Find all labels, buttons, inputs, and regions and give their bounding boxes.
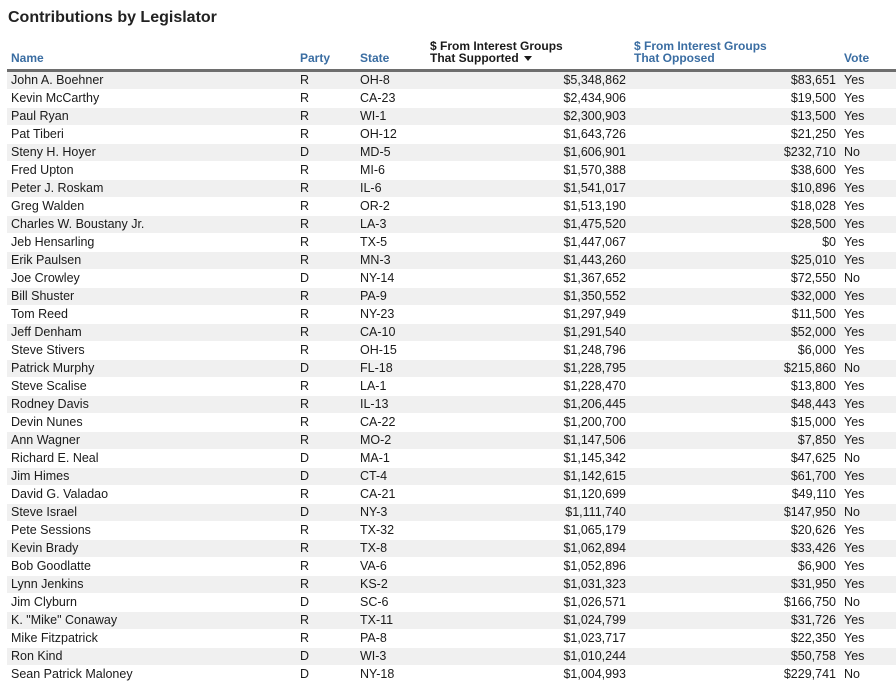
- cell-name: Pete Sessions: [7, 522, 296, 540]
- cell-opposed: $15,000: [630, 414, 840, 432]
- cell-name: Steve Scalise: [7, 378, 296, 396]
- cell-vote: Yes: [840, 198, 896, 216]
- cell-state: CA-23: [356, 90, 426, 108]
- cell-party: R: [296, 234, 356, 252]
- cell-name: Richard E. Neal: [7, 450, 296, 468]
- cell-supported: $1,065,179: [426, 522, 630, 540]
- table-row: [7, 252, 896, 270]
- table-row: [7, 288, 896, 306]
- cell-supported: $1,443,260: [426, 252, 630, 270]
- cell-opposed: $32,000: [630, 288, 840, 306]
- cell-state: MN-3: [356, 252, 426, 270]
- cell-vote: Yes: [840, 522, 896, 540]
- cell-state: PA-8: [356, 630, 426, 648]
- cell-supported: $1,350,552: [426, 288, 630, 306]
- cell-opposed: $33,426: [630, 540, 840, 558]
- page-title: Contributions by Legislator: [8, 9, 217, 26]
- cell-state: TX-11: [356, 612, 426, 630]
- cell-party: R: [296, 216, 356, 234]
- column-header-party[interactable]: Party: [296, 40, 356, 71]
- cell-name: Charles W. Boustany Jr.: [7, 216, 296, 234]
- cell-name: Patrick Murphy: [7, 360, 296, 378]
- table-row: [7, 576, 896, 594]
- table-header-row: [7, 40, 896, 71]
- cell-supported: $1,147,506: [426, 432, 630, 450]
- table-row: [7, 468, 896, 486]
- column-header-supported-line1: $ From Interest Groups: [430, 39, 563, 53]
- cell-state: CT-4: [356, 468, 426, 486]
- cell-supported: $1,062,894: [426, 540, 630, 558]
- cell-supported: $1,010,244: [426, 648, 630, 666]
- table-row: [7, 108, 896, 126]
- cell-supported: $2,300,903: [426, 108, 630, 126]
- cell-supported: $1,513,190: [426, 198, 630, 216]
- cell-name: Kevin Brady: [7, 540, 296, 558]
- cell-supported: $1,643,726: [426, 126, 630, 144]
- cell-state: NY-14: [356, 270, 426, 288]
- cell-vote: Yes: [840, 540, 896, 558]
- cell-opposed: $229,741: [630, 666, 840, 684]
- cell-state: LA-1: [356, 378, 426, 396]
- cell-supported: $1,023,717: [426, 630, 630, 648]
- cell-name: K. "Mike" Conaway: [7, 612, 296, 630]
- column-header-supported[interactable]: [426, 40, 630, 71]
- cell-party: R: [296, 630, 356, 648]
- cell-opposed: $13,500: [630, 108, 840, 126]
- cell-name: Mike Fitzpatrick: [7, 630, 296, 648]
- cell-opposed: $19,500: [630, 90, 840, 108]
- column-header-opposed-line1: $ From Interest Groups: [634, 39, 767, 53]
- cell-name: Joe Crowley: [7, 270, 296, 288]
- cell-opposed: $25,010: [630, 252, 840, 270]
- table-row: [7, 558, 896, 576]
- cell-supported: $1,297,949: [426, 306, 630, 324]
- cell-vote: Yes: [840, 468, 896, 486]
- table-row: [7, 504, 896, 522]
- cell-party: R: [296, 71, 356, 90]
- cell-state: MI-6: [356, 162, 426, 180]
- cell-opposed: $11,500: [630, 306, 840, 324]
- table-row: [7, 396, 896, 414]
- column-header-opposed[interactable]: [630, 40, 840, 71]
- cell-supported: $1,200,700: [426, 414, 630, 432]
- cell-supported: $1,120,699: [426, 486, 630, 504]
- cell-name: David G. Valadao: [7, 486, 296, 504]
- column-header-name[interactable]: Name: [7, 40, 296, 71]
- table-row: [7, 306, 896, 324]
- cell-party: R: [296, 126, 356, 144]
- table-row: [7, 162, 896, 180]
- cell-vote: Yes: [840, 432, 896, 450]
- cell-state: CA-21: [356, 486, 426, 504]
- cell-supported: $5,348,862: [426, 71, 630, 90]
- cell-state: SC-6: [356, 594, 426, 612]
- cell-state: OR-2: [356, 198, 426, 216]
- cell-vote: Yes: [840, 486, 896, 504]
- cell-supported: $1,606,901: [426, 144, 630, 162]
- cell-opposed: $10,896: [630, 180, 840, 198]
- cell-name: John A. Boehner: [7, 71, 296, 90]
- cell-vote: Yes: [840, 216, 896, 234]
- column-header-supported-line2: That Supported: [430, 51, 519, 65]
- table-row: [7, 216, 896, 234]
- cell-name: Bill Shuster: [7, 288, 296, 306]
- cell-party: R: [296, 432, 356, 450]
- cell-party: D: [296, 468, 356, 486]
- cell-vote: No: [840, 360, 896, 378]
- cell-vote: Yes: [840, 234, 896, 252]
- cell-state: OH-15: [356, 342, 426, 360]
- cell-party: D: [296, 450, 356, 468]
- cell-vote: Yes: [840, 126, 896, 144]
- cell-party: R: [296, 486, 356, 504]
- cell-opposed: $28,500: [630, 216, 840, 234]
- table-row: [7, 324, 896, 342]
- cell-state: TX-32: [356, 522, 426, 540]
- cell-supported: $1,475,520: [426, 216, 630, 234]
- cell-party: R: [296, 414, 356, 432]
- table-row: [7, 378, 896, 396]
- cell-vote: No: [840, 270, 896, 288]
- cell-name: Greg Walden: [7, 198, 296, 216]
- cell-party: R: [296, 108, 356, 126]
- cell-name: Sean Patrick Maloney: [7, 666, 296, 684]
- cell-vote: Yes: [840, 576, 896, 594]
- cell-opposed: $31,950: [630, 576, 840, 594]
- cell-state: OH-12: [356, 126, 426, 144]
- cell-opposed: $6,000: [630, 342, 840, 360]
- cell-name: Kevin McCarthy: [7, 90, 296, 108]
- table-row: [7, 450, 896, 468]
- cell-party: R: [296, 324, 356, 342]
- cell-party: R: [296, 342, 356, 360]
- cell-party: R: [296, 558, 356, 576]
- cell-supported: $1,367,652: [426, 270, 630, 288]
- cell-party: R: [296, 180, 356, 198]
- table-row: [7, 270, 896, 288]
- cell-state: NY-3: [356, 504, 426, 522]
- cell-supported: $1,145,342: [426, 450, 630, 468]
- sort-descending-icon: [524, 56, 532, 61]
- cell-party: R: [296, 162, 356, 180]
- table-row: [7, 648, 896, 666]
- cell-state: TX-5: [356, 234, 426, 252]
- cell-state: MA-1: [356, 450, 426, 468]
- cell-vote: Yes: [840, 630, 896, 648]
- cell-party: D: [296, 594, 356, 612]
- cell-state: NY-23: [356, 306, 426, 324]
- cell-party: D: [296, 270, 356, 288]
- cell-state: NY-18: [356, 666, 426, 684]
- cell-supported: $1,052,896: [426, 558, 630, 576]
- cell-vote: No: [840, 144, 896, 162]
- cell-vote: Yes: [840, 108, 896, 126]
- cell-state: WI-1: [356, 108, 426, 126]
- cell-supported: $2,434,906: [426, 90, 630, 108]
- cell-state: MO-2: [356, 432, 426, 450]
- cell-name: Jeff Denham: [7, 324, 296, 342]
- cell-vote: Yes: [840, 306, 896, 324]
- cell-state: CA-10: [356, 324, 426, 342]
- cell-vote: Yes: [840, 90, 896, 108]
- cell-supported: $1,541,017: [426, 180, 630, 198]
- cell-state: IL-13: [356, 396, 426, 414]
- cell-state: TX-8: [356, 540, 426, 558]
- cell-opposed: $7,850: [630, 432, 840, 450]
- cell-vote: Yes: [840, 71, 896, 90]
- cell-opposed: $47,625: [630, 450, 840, 468]
- cell-state: MD-5: [356, 144, 426, 162]
- table-row: [7, 360, 896, 378]
- table-row: [7, 180, 896, 198]
- cell-party: D: [296, 360, 356, 378]
- cell-supported: $1,248,796: [426, 342, 630, 360]
- cell-party: R: [296, 396, 356, 414]
- cell-name: Jim Clyburn: [7, 594, 296, 612]
- cell-opposed: $0: [630, 234, 840, 252]
- cell-opposed: $166,750: [630, 594, 840, 612]
- cell-opposed: $72,550: [630, 270, 840, 288]
- cell-name: Steny H. Hoyer: [7, 144, 296, 162]
- cell-supported: $1,142,615: [426, 468, 630, 486]
- cell-party: D: [296, 504, 356, 522]
- cell-vote: No: [840, 666, 896, 684]
- cell-state: PA-9: [356, 288, 426, 306]
- table-row: [7, 666, 896, 684]
- cell-party: R: [296, 288, 356, 306]
- cell-party: R: [296, 540, 356, 558]
- cell-opposed: $147,950: [630, 504, 840, 522]
- cell-name: Erik Paulsen: [7, 252, 296, 270]
- cell-vote: Yes: [840, 396, 896, 414]
- cell-opposed: $6,900: [630, 558, 840, 576]
- cell-opposed: $48,443: [630, 396, 840, 414]
- cell-vote: No: [840, 594, 896, 612]
- cell-name: Pat Tiberi: [7, 126, 296, 144]
- cell-party: R: [296, 198, 356, 216]
- cell-party: D: [296, 666, 356, 684]
- table-row: [7, 630, 896, 648]
- cell-name: Tom Reed: [7, 306, 296, 324]
- cell-name: Peter J. Roskam: [7, 180, 296, 198]
- cell-opposed: $52,000: [630, 324, 840, 342]
- cell-name: Jim Himes: [7, 468, 296, 486]
- cell-opposed: $31,726: [630, 612, 840, 630]
- cell-name: Steve Israel: [7, 504, 296, 522]
- table-row: [7, 594, 896, 612]
- cell-vote: No: [840, 450, 896, 468]
- cell-vote: Yes: [840, 288, 896, 306]
- table-row: [7, 90, 896, 108]
- table-row: [7, 71, 896, 90]
- cell-vote: Yes: [840, 162, 896, 180]
- cell-name: Jeb Hensarling: [7, 234, 296, 252]
- cell-state: LA-3: [356, 216, 426, 234]
- cell-state: WI-3: [356, 648, 426, 666]
- cell-state: CA-22: [356, 414, 426, 432]
- cell-supported: $1,570,388: [426, 162, 630, 180]
- cell-opposed: $215,860: [630, 360, 840, 378]
- cell-opposed: $49,110: [630, 486, 840, 504]
- table-row: [7, 612, 896, 630]
- contributions-table: [7, 40, 896, 684]
- cell-vote: Yes: [840, 414, 896, 432]
- table-row: [7, 486, 896, 504]
- cell-name: Paul Ryan: [7, 108, 296, 126]
- cell-vote: Yes: [840, 342, 896, 360]
- table-row: [7, 432, 896, 450]
- table-row: [7, 198, 896, 216]
- cell-supported: $1,024,799: [426, 612, 630, 630]
- cell-state: VA-6: [356, 558, 426, 576]
- cell-vote: Yes: [840, 378, 896, 396]
- cell-name: Fred Upton: [7, 162, 296, 180]
- cell-state: KS-2: [356, 576, 426, 594]
- cell-name: Ron Kind: [7, 648, 296, 666]
- cell-opposed: $38,600: [630, 162, 840, 180]
- cell-vote: Yes: [840, 252, 896, 270]
- cell-opposed: $232,710: [630, 144, 840, 162]
- table-row: [7, 144, 896, 162]
- cell-name: Lynn Jenkins: [7, 576, 296, 594]
- cell-party: R: [296, 90, 356, 108]
- cell-party: R: [296, 378, 356, 396]
- cell-opposed: $61,700: [630, 468, 840, 486]
- cell-supported: $1,228,795: [426, 360, 630, 378]
- cell-name: Steve Stivers: [7, 342, 296, 360]
- cell-opposed: $18,028: [630, 198, 840, 216]
- cell-opposed: $21,250: [630, 126, 840, 144]
- cell-party: R: [296, 522, 356, 540]
- cell-name: Bob Goodlatte: [7, 558, 296, 576]
- table-row: [7, 126, 896, 144]
- cell-party: R: [296, 576, 356, 594]
- cell-party: R: [296, 612, 356, 630]
- cell-supported: $1,291,540: [426, 324, 630, 342]
- cell-supported: $1,206,445: [426, 396, 630, 414]
- cell-vote: No: [840, 504, 896, 522]
- cell-supported: $1,026,571: [426, 594, 630, 612]
- cell-opposed: $83,651: [630, 71, 840, 90]
- cell-supported: $1,447,067: [426, 234, 630, 252]
- cell-party: D: [296, 144, 356, 162]
- cell-opposed: $20,626: [630, 522, 840, 540]
- cell-vote: Yes: [840, 648, 896, 666]
- cell-state: OH-8: [356, 71, 426, 90]
- cell-party: R: [296, 306, 356, 324]
- cell-vote: Yes: [840, 324, 896, 342]
- cell-name: Ann Wagner: [7, 432, 296, 450]
- cell-party: D: [296, 648, 356, 666]
- cell-vote: Yes: [840, 612, 896, 630]
- cell-supported: $1,031,323: [426, 576, 630, 594]
- cell-opposed: $50,758: [630, 648, 840, 666]
- cell-name: Devin Nunes: [7, 414, 296, 432]
- table-row: [7, 522, 896, 540]
- cell-party: R: [296, 252, 356, 270]
- column-header-opposed-line2: That Opposed: [634, 51, 715, 65]
- table-row: [7, 234, 896, 252]
- cell-supported: $1,111,740: [426, 504, 630, 522]
- table-row: [7, 342, 896, 360]
- cell-vote: Yes: [840, 180, 896, 198]
- column-header-state[interactable]: State: [356, 40, 426, 71]
- table-row: [7, 540, 896, 558]
- table-row: [7, 414, 896, 432]
- cell-supported: $1,228,470: [426, 378, 630, 396]
- cell-state: IL-6: [356, 180, 426, 198]
- cell-opposed: $22,350: [630, 630, 840, 648]
- column-header-vote[interactable]: Vote: [840, 40, 896, 71]
- cell-name: Rodney Davis: [7, 396, 296, 414]
- cell-supported: $1,004,993: [426, 666, 630, 684]
- cell-state: FL-18: [356, 360, 426, 378]
- cell-opposed: $13,800: [630, 378, 840, 396]
- cell-vote: Yes: [840, 558, 896, 576]
